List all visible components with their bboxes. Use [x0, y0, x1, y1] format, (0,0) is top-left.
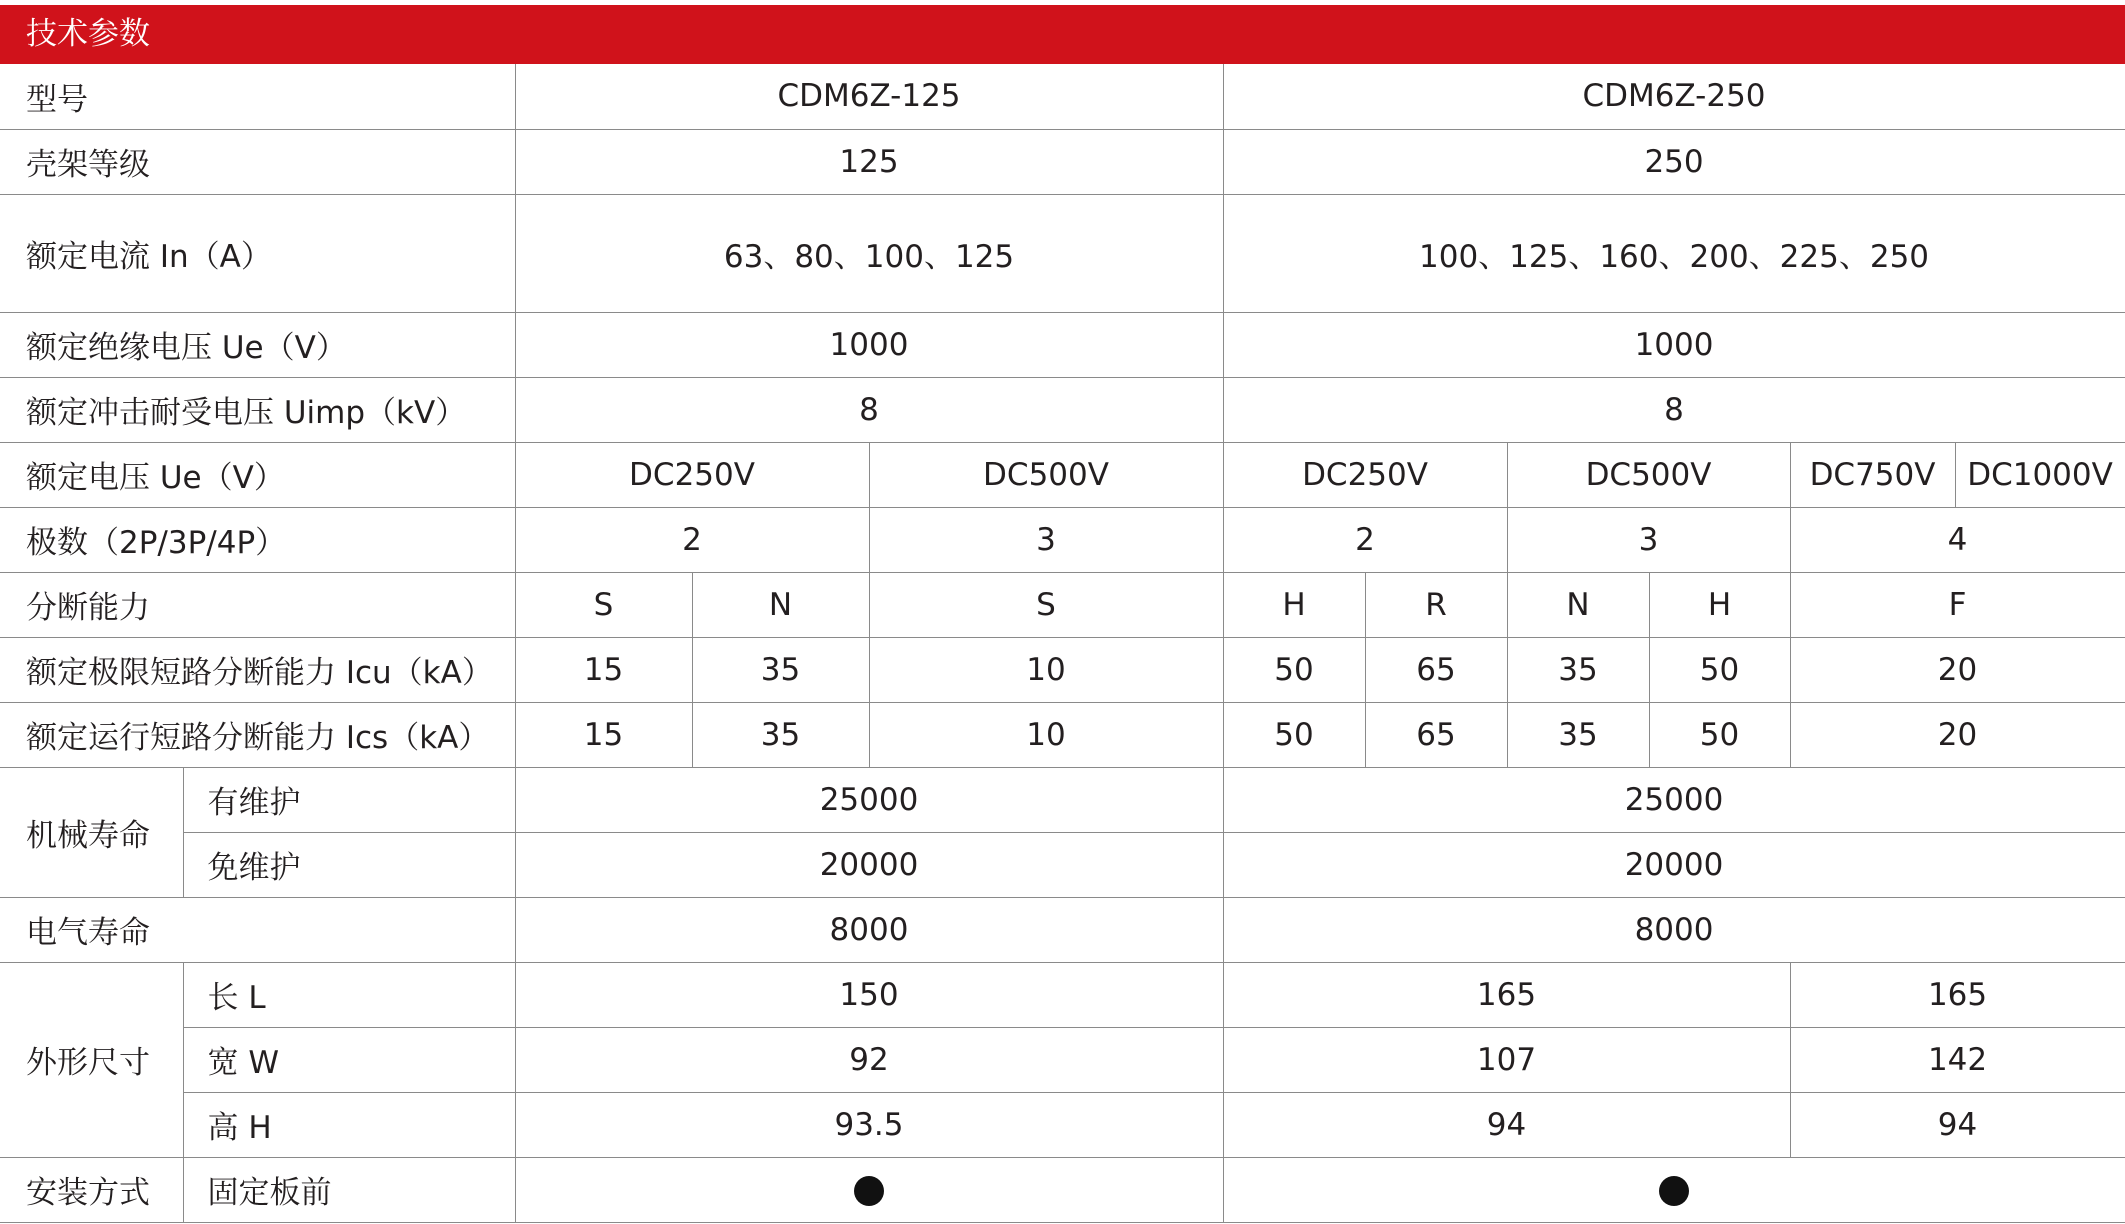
row-label: 型号 — [0, 64, 515, 129]
cell-value: 50 — [1649, 702, 1790, 767]
row-label: 额定运行短路分断能力 Ics（kA） — [0, 702, 515, 767]
cell-value: N — [1507, 572, 1649, 637]
row-label: 分断能力 — [0, 572, 515, 637]
cell-value: 4 — [1790, 507, 2125, 572]
spec-table — [0, 64, 2125, 1223]
row-label: 额定电压 Ue（V） — [0, 442, 515, 507]
cell-value: DC750V — [1790, 442, 1955, 507]
cell-value: 20000 — [1223, 832, 2125, 897]
cell-value: 8000 — [1223, 897, 2125, 962]
cell-value: 10 — [869, 637, 1223, 702]
row-label: 额定极限短路分断能力 Icu（kA） — [0, 637, 515, 702]
cell-value: R — [1365, 572, 1507, 637]
cell-value: F — [1790, 572, 2125, 637]
row-rated-current — [0, 194, 2125, 312]
cell-value: 250 — [1223, 129, 2125, 194]
cell-value: H — [1223, 572, 1365, 637]
cell-value: 20 — [1790, 702, 2125, 767]
cell-value: 100、125、160、200、225、250 — [1223, 194, 2125, 312]
row-dimension-height — [0, 1092, 2125, 1157]
row-icu — [0, 637, 2125, 702]
row-sub-label: 高 H — [183, 1092, 515, 1157]
cell-value: CDM6Z-125 — [515, 64, 1223, 129]
cell-value: CDM6Z-250 — [1223, 64, 2125, 129]
cell-value: 150 — [515, 962, 1223, 1027]
cell-value: N — [692, 572, 869, 637]
cell-value: 142 — [1790, 1027, 2125, 1092]
row-mechanical-life-free — [0, 832, 2125, 897]
row-breaking-capacity — [0, 572, 2125, 637]
cell-value: 2 — [1223, 507, 1507, 572]
header-title: 技术参数 — [26, 16, 150, 52]
cell-value: 20000 — [515, 832, 1223, 897]
row-mechanical-life-maintained — [0, 767, 2125, 832]
row-sub-label: 免维护 — [183, 832, 515, 897]
cell-value: 50 — [1223, 637, 1365, 702]
cell-value: 35 — [692, 702, 869, 767]
cell-value: DC250V — [515, 442, 869, 507]
cell-value: 35 — [692, 637, 869, 702]
cell-value: 65 — [1365, 702, 1507, 767]
cell-value: H — [1649, 572, 1790, 637]
cell-value: DC1000V — [1955, 442, 2125, 507]
cell-value: 8 — [1223, 377, 2125, 442]
row-label: 电气寿命 — [0, 897, 515, 962]
row-label: 额定绝缘电压 Ue（V） — [0, 312, 515, 377]
row-frame — [0, 129, 2125, 194]
row-label: 极数（2P/3P/4P） — [0, 507, 515, 572]
row-dimension-length — [0, 962, 2125, 1027]
cell-value: S — [869, 572, 1223, 637]
cell-value: DC250V — [1223, 442, 1507, 507]
cell-value: 92 — [515, 1027, 1223, 1092]
cell-value: 107 — [1223, 1027, 1790, 1092]
cell-value: 50 — [1649, 637, 1790, 702]
row-electrical-life — [0, 897, 2125, 962]
row-sub-label: 有维护 — [183, 767, 515, 832]
cell-value: 8 — [515, 377, 1223, 442]
row-sub-label: 固定板前 — [183, 1157, 515, 1222]
cell-value: 15 — [515, 702, 692, 767]
row-label: 额定冲击耐受电压 Uimp（kV） — [0, 377, 515, 442]
cell-value: 15 — [515, 637, 692, 702]
cell-value: 3 — [869, 507, 1223, 572]
row-sub-label: 宽 W — [183, 1027, 515, 1092]
cell-value: 50 — [1223, 702, 1365, 767]
row-label: 额定电流 In（A） — [0, 194, 515, 312]
cell-value: 35 — [1507, 637, 1649, 702]
cell-value: 93.5 — [515, 1092, 1223, 1157]
cell-value: 2 — [515, 507, 869, 572]
cell-marker — [1223, 1157, 2125, 1222]
row-mounting — [0, 1157, 2125, 1222]
row-impulse-voltage — [0, 377, 2125, 442]
row-group-label: 安装方式 — [0, 1157, 183, 1222]
filled-circle-icon — [1659, 1176, 1689, 1206]
cell-value: 3 — [1507, 507, 1790, 572]
cell-marker — [515, 1157, 1223, 1222]
cell-value: S — [515, 572, 692, 637]
cell-value: 1000 — [1223, 312, 2125, 377]
row-model — [0, 64, 2125, 129]
cell-value: 165 — [1790, 962, 2125, 1027]
cell-value: 63、80、100、125 — [515, 194, 1223, 312]
row-label: 壳架等级 — [0, 129, 515, 194]
cell-value: DC500V — [1507, 442, 1790, 507]
cell-value: 20 — [1790, 637, 2125, 702]
cell-value: 65 — [1365, 637, 1507, 702]
cell-value: 25000 — [1223, 767, 2125, 832]
cell-value: 25000 — [515, 767, 1223, 832]
cell-value: 1000 — [515, 312, 1223, 377]
cell-value: 94 — [1223, 1092, 1790, 1157]
cell-value: 125 — [515, 129, 1223, 194]
filled-circle-icon — [854, 1176, 884, 1206]
cell-value: 94 — [1790, 1092, 2125, 1157]
cell-value: 35 — [1507, 702, 1649, 767]
row-group-label: 外形尺寸 — [0, 962, 183, 1157]
row-insulation-voltage — [0, 312, 2125, 377]
cell-value: 10 — [869, 702, 1223, 767]
row-sub-label: 长 L — [183, 962, 515, 1027]
header-bar — [0, 5, 2125, 64]
row-ics — [0, 702, 2125, 767]
row-dimension-width — [0, 1027, 2125, 1092]
cell-value: 8000 — [515, 897, 1223, 962]
row-group-label: 机械寿命 — [0, 767, 183, 897]
row-poles — [0, 507, 2125, 572]
row-rated-voltage — [0, 442, 2125, 507]
cell-value: 165 — [1223, 962, 1790, 1027]
cell-value: DC500V — [869, 442, 1223, 507]
